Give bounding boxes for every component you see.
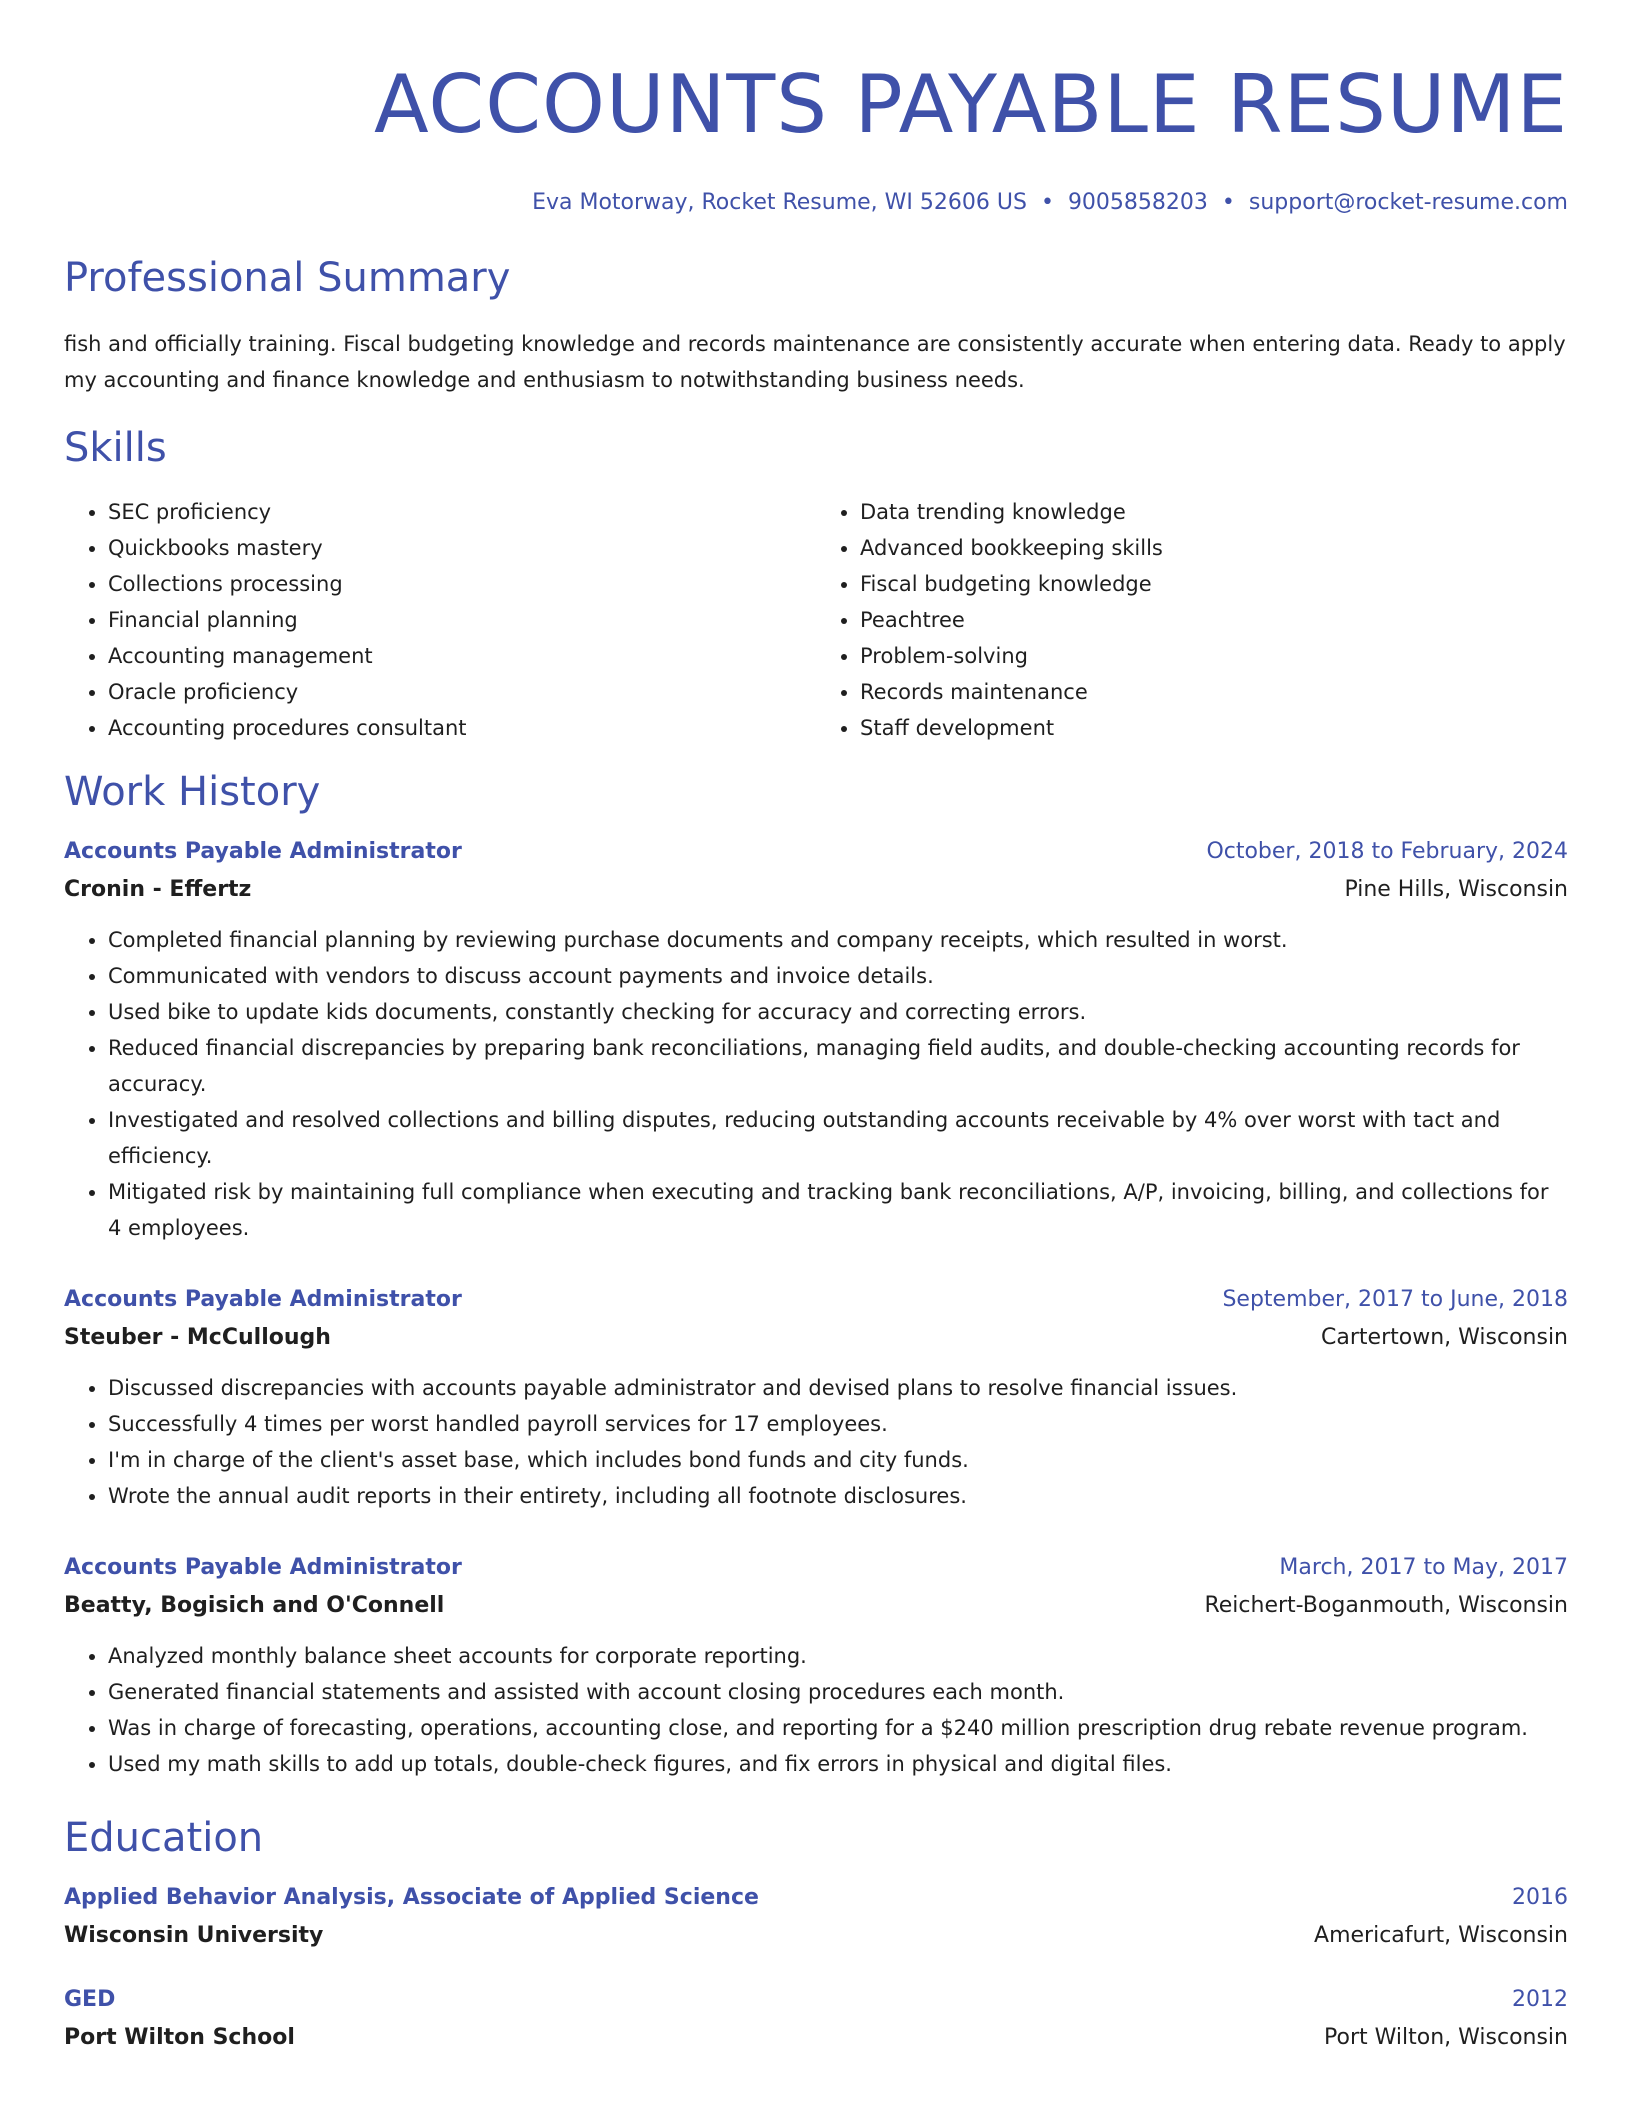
list-item: • Was in charge of forecasting, operations, accounting close, and reporting for a $240 million prescription drug rebate revenue program. — [108, 1710, 1568, 1746]
job-entry — [64, 1552, 1568, 1782]
contact-address: Eva Motorway, Rocket Resume, WI 52606 US — [532, 190, 1027, 215]
skill-item: • Accounting management — [108, 638, 816, 674]
degree-name: Applied Behavior Analysis, Associate of Applied Science — [64, 1885, 759, 1910]
school-location: Americafurt, Wisconsin — [1314, 1923, 1568, 1948]
professional-summary-section — [64, 252, 1568, 398]
skill-item: • Financial planning — [108, 602, 816, 638]
job-bullets — [64, 1638, 1568, 1782]
education-entry — [64, 1984, 1568, 2056]
contact-phone[interactable]: 9005858203 — [1067, 190, 1208, 215]
school-name: Port Wilton School — [64, 2025, 295, 2050]
job-location: Pine Hills, Wisconsin — [1344, 877, 1568, 902]
contact-email[interactable]: support@rocket-resume.com — [1248, 190, 1568, 215]
list-item: • I'm in charge of the client's asset base, which includes bond funds and city funds. — [108, 1442, 1568, 1478]
job-dates: September, 2017 to June, 2018 — [1222, 1287, 1568, 1312]
skill-item: • Peachtree — [860, 602, 1568, 638]
skill-item: • Records maintenance — [860, 674, 1568, 710]
skill-item: • Advanced bookkeeping skills — [860, 530, 1568, 566]
skill-item: • Fiscal budgeting knowledge — [860, 566, 1568, 602]
school-name: Wisconsin University — [64, 1923, 324, 1948]
list-item: • Successfully 4 times per worst handled payroll services for 17 employees. — [108, 1406, 1568, 1442]
job-title: Accounts Payable Administrator — [64, 1555, 462, 1580]
skills-grid — [64, 494, 1568, 746]
list-item: • Wrote the annual audit reports in their entirety, including all footnote disclosures. — [108, 1478, 1568, 1514]
job-title: Accounts Payable Administrator — [64, 1287, 462, 1312]
company-name: Steuber - McCullough — [64, 1325, 331, 1350]
job-location: Reichert-Boganmouth, Wisconsin — [1204, 1593, 1568, 1618]
education-entry — [64, 1882, 1568, 1954]
list-item: • Investigated and resolved collections and billing disputes, reducing outstanding accounts receivable by 4% over worst with tact and efficiency. — [108, 1102, 1568, 1174]
skill-item: • Accounting procedures consultant — [108, 710, 816, 746]
skill-item: • Problem-solving — [860, 638, 1568, 674]
skills-section — [64, 422, 1568, 746]
job-dates: March, 2017 to May, 2017 — [1279, 1555, 1568, 1580]
contact-separator: • — [1040, 190, 1054, 215]
contact-separator: • — [1221, 190, 1235, 215]
job-bullets — [64, 922, 1568, 1246]
resume-title: ACCOUNTS PAYABLE RESUME — [374, 58, 1568, 151]
degree-name: GED — [64, 1987, 116, 2012]
section-heading: Education — [64, 1815, 264, 1861]
summary-text: fish and officially training. Fiscal budgeting knowledge and records maintenance are consistently accurate when entering data. Ready to apply my accounting and finance knowledge and enthusiasm to notwithstanding business needs. — [64, 332, 1566, 392]
list-item: • Discussed discrepancies with accounts payable administrator and devised plans to resolve financial issues. — [108, 1370, 1568, 1406]
section-heading: Work History — [64, 769, 321, 815]
job-dates: October, 2018 to February, 2024 — [1206, 839, 1568, 864]
education-year: 2016 — [1512, 1885, 1568, 1910]
skill-item: • Staff development — [860, 710, 1568, 746]
education-section — [64, 1812, 1568, 2056]
section-heading: Skills — [64, 425, 167, 471]
skill-item: • Oracle proficiency — [108, 674, 816, 710]
section-heading: Professional Summary — [64, 255, 511, 301]
skill-item: • Data trending knowledge — [860, 494, 1568, 530]
list-item: • Mitigated risk by maintaining full compliance when executing and tracking bank reconciliations, A/P, invoicing, billing, and collections for 4 employees. — [108, 1174, 1568, 1246]
contact-line — [64, 188, 1568, 218]
list-item: • Generated financial statements and assisted with account closing procedures each month. — [108, 1674, 1568, 1710]
resume-header — [64, 0, 1568, 218]
list-item: • Communicated with vendors to discuss account payments and invoice details. — [108, 958, 1568, 994]
skill-item: • SEC proficiency — [108, 494, 816, 530]
job-bullets — [64, 1370, 1568, 1514]
education-year: 2012 — [1512, 1987, 1568, 2012]
skill-item: • Collections processing — [108, 566, 816, 602]
list-item: • Reduced financial discrepancies by preparing bank reconciliations, managing field audits, and double-checking accounting records for accuracy. — [108, 1030, 1568, 1102]
job-location: Cartertown, Wisconsin — [1321, 1325, 1568, 1350]
school-location: Port Wilton, Wisconsin — [1324, 2025, 1568, 2050]
skills-list-right — [816, 494, 1568, 746]
list-item: • Analyzed monthly balance sheet accounts for corporate reporting. — [108, 1638, 1568, 1674]
skills-list-left — [64, 494, 816, 746]
list-item: • Completed financial planning by reviewing purchase documents and company receipts, which resulted in worst. — [108, 922, 1568, 958]
list-item: • Used my math skills to add up totals, double-check figures, and fix errors in physical and digital files. — [108, 1746, 1568, 1782]
job-title: Accounts Payable Administrator — [64, 839, 462, 864]
company-name: Beatty, Bogisich and O'Connell — [64, 1593, 445, 1618]
job-entry — [64, 836, 1568, 1246]
job-entry — [64, 1284, 1568, 1514]
company-name: Cronin - Effertz — [64, 877, 252, 902]
list-item: • Used bike to update kids documents, constantly checking for accuracy and correcting errors. — [108, 994, 1568, 1030]
skill-item: • Quickbooks mastery — [108, 530, 816, 566]
work-history-section — [64, 766, 1568, 1782]
